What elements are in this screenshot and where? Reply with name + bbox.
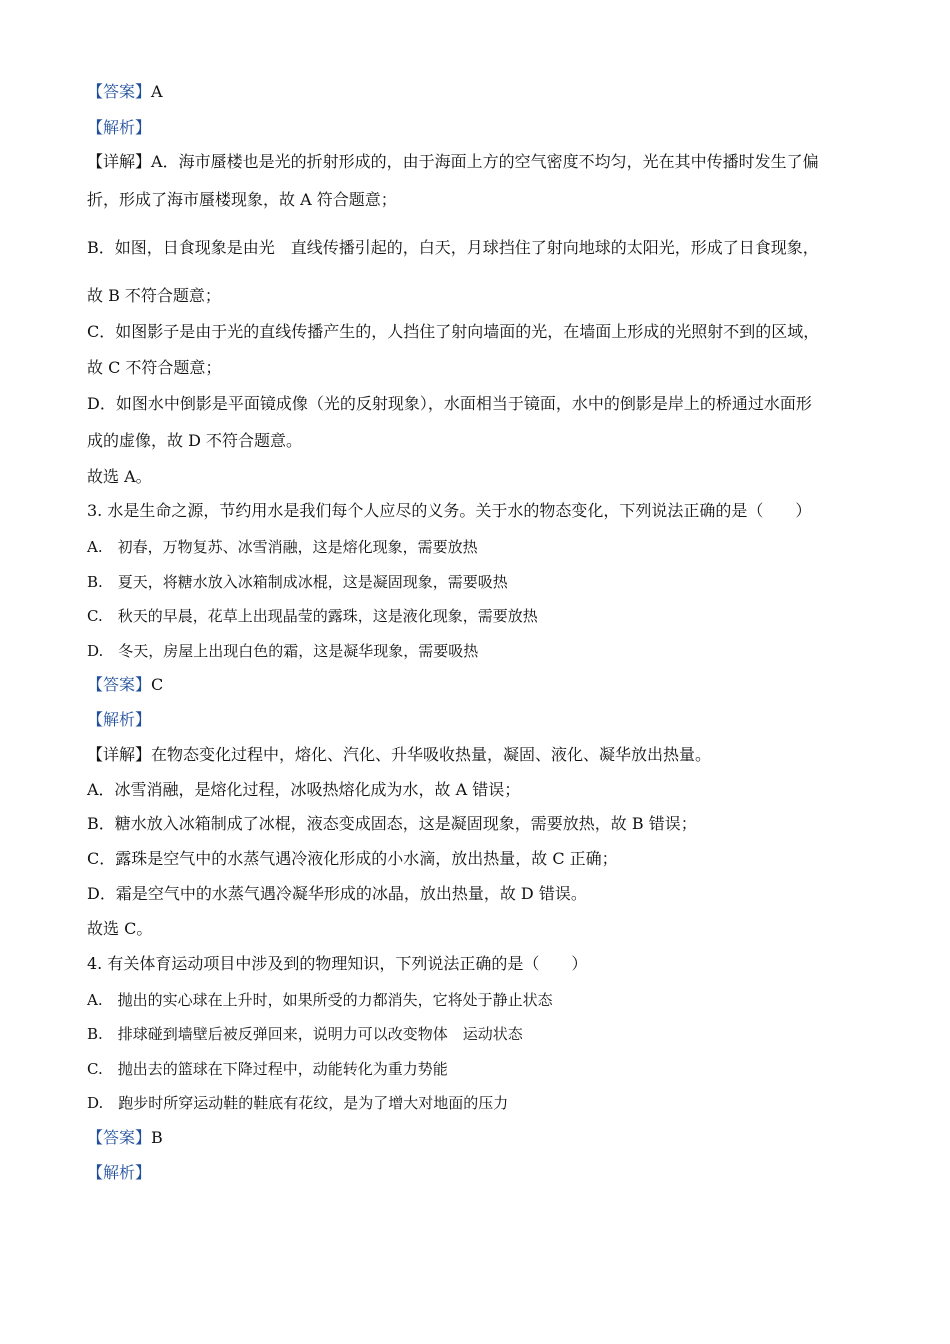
q3-analysis-tag: 【解析】: [87, 710, 152, 729]
q4-stem: 4. 有关体育运动项目中涉及到的物理知识，下列说法正确的是（ ）: [87, 954, 588, 973]
detail-tag: 【详解】: [87, 152, 152, 171]
q3-detail-b: B．糖水放入冰箱制成了冰棍，液态变成固态，这是凝固现象，需要放热，故 B 错误；: [87, 814, 697, 833]
q3-detail-d: D．霜是空气中的水蒸气遇冷凝华形成的冰晶，放出热量，故 D 错误。: [87, 884, 587, 903]
q2-analysis-tag: 【解析】: [87, 118, 152, 137]
q3-option-d: D. 冬天，房屋上出现白色的霜，这是凝华现象，需要吸热: [87, 642, 479, 660]
q2-detail-d-line1: D．如图水中倒影是平面镜成像（光的反射现象），水面相当于镜面，水中的倒影是岸上的桥通过水面形: [87, 394, 812, 413]
q2-detail-b-line2: 故 B 不符合题意；: [87, 286, 221, 305]
detail-text: A．海市蜃楼也是光的折射形成的，由于海面上方的空气密度不均匀，光在其中传播时发生了偏: [151, 152, 819, 171]
q2-detail-a-line2: 折，形成了海市蜃楼现象，故 A 符合题意；: [87, 190, 397, 209]
q3-detail-c: C．露珠是空气中的水蒸气遇冷液化形成的小水滴，放出热量，故 C 正确；: [87, 849, 618, 868]
q2-detail-c-line1: C．如图影子是由于光的直线传播产生的，人挡住了射向墙面的光，在墙面上形成的光照射不到的区域，: [87, 322, 820, 341]
q3-conclusion: 故选 C。: [87, 919, 153, 938]
q3-option-c: C. 秋天的早晨，花草上出现晶莹的露珠，这是液化现象，需要放热: [87, 607, 538, 625]
q3-option-b: B. 夏天，将糖水放入冰箱制成冰棍，这是凝固现象，需要吸热: [87, 573, 508, 591]
q4-option-c: C. 抛出去的篮球在下降过程中，动能转化为重力势能: [87, 1060, 448, 1078]
q4-option-a: A. 抛出的实心球在上升时，如果所受的力都消失，它将处于静止状态: [87, 991, 553, 1009]
q2-answer-line: [87, 82, 163, 102]
detail-text: 在物态变化过程中，熔化、汽化、升华吸收热量，凝固、液化、凝华放出热量。: [151, 745, 712, 764]
q2-detail-d-line2: 成的虚像，故 D 不符合题意。: [87, 431, 303, 450]
answer-tag: 【答案】: [87, 675, 152, 694]
q2-detail-b-line1: B．如图，日食现象是由光 直线传播引起的，白天，月球挡住了射向地球的太阳光，形成了日食现象，: [87, 238, 819, 257]
answer-value: B: [151, 1128, 163, 1147]
q3-answer-line: [87, 675, 163, 695]
q2-detail-a-line1: [87, 152, 819, 172]
detail-tag: 【详解】: [87, 745, 152, 764]
answer-value: C: [151, 675, 164, 694]
q3-option-a: A. 初春，万物复苏、冰雪消融，这是熔化现象，需要放热: [87, 538, 478, 556]
q4-option-d: D. 跑步时所穿运动鞋的鞋底有花纹，是为了增大对地面的压力: [87, 1094, 509, 1112]
q3-stem: 3. 水是生命之源，节约用水是我们每个人应尽的义务。关于水的物态变化，下列说法正确的是（ ）: [87, 501, 812, 520]
q2-detail-c-line2: 故 C 不符合题意；: [87, 358, 222, 377]
q4-analysis-tag: 【解析】: [87, 1163, 152, 1182]
q4-answer-line: [87, 1128, 163, 1148]
q3-detail-a: A．冰雪消融，是熔化过程，冰吸热熔化成为水，故 A 错误；: [87, 780, 521, 799]
q2-conclusion: 故选 A。: [87, 467, 152, 486]
answer-tag: 【答案】: [87, 82, 152, 101]
answer-tag: 【答案】: [87, 1128, 152, 1147]
q3-detail-intro: [87, 745, 711, 765]
q4-option-b: B. 排球碰到墙壁后被反弹回来，说明力可以改变物体 运动状态: [87, 1025, 523, 1043]
answer-value: A: [151, 82, 163, 101]
